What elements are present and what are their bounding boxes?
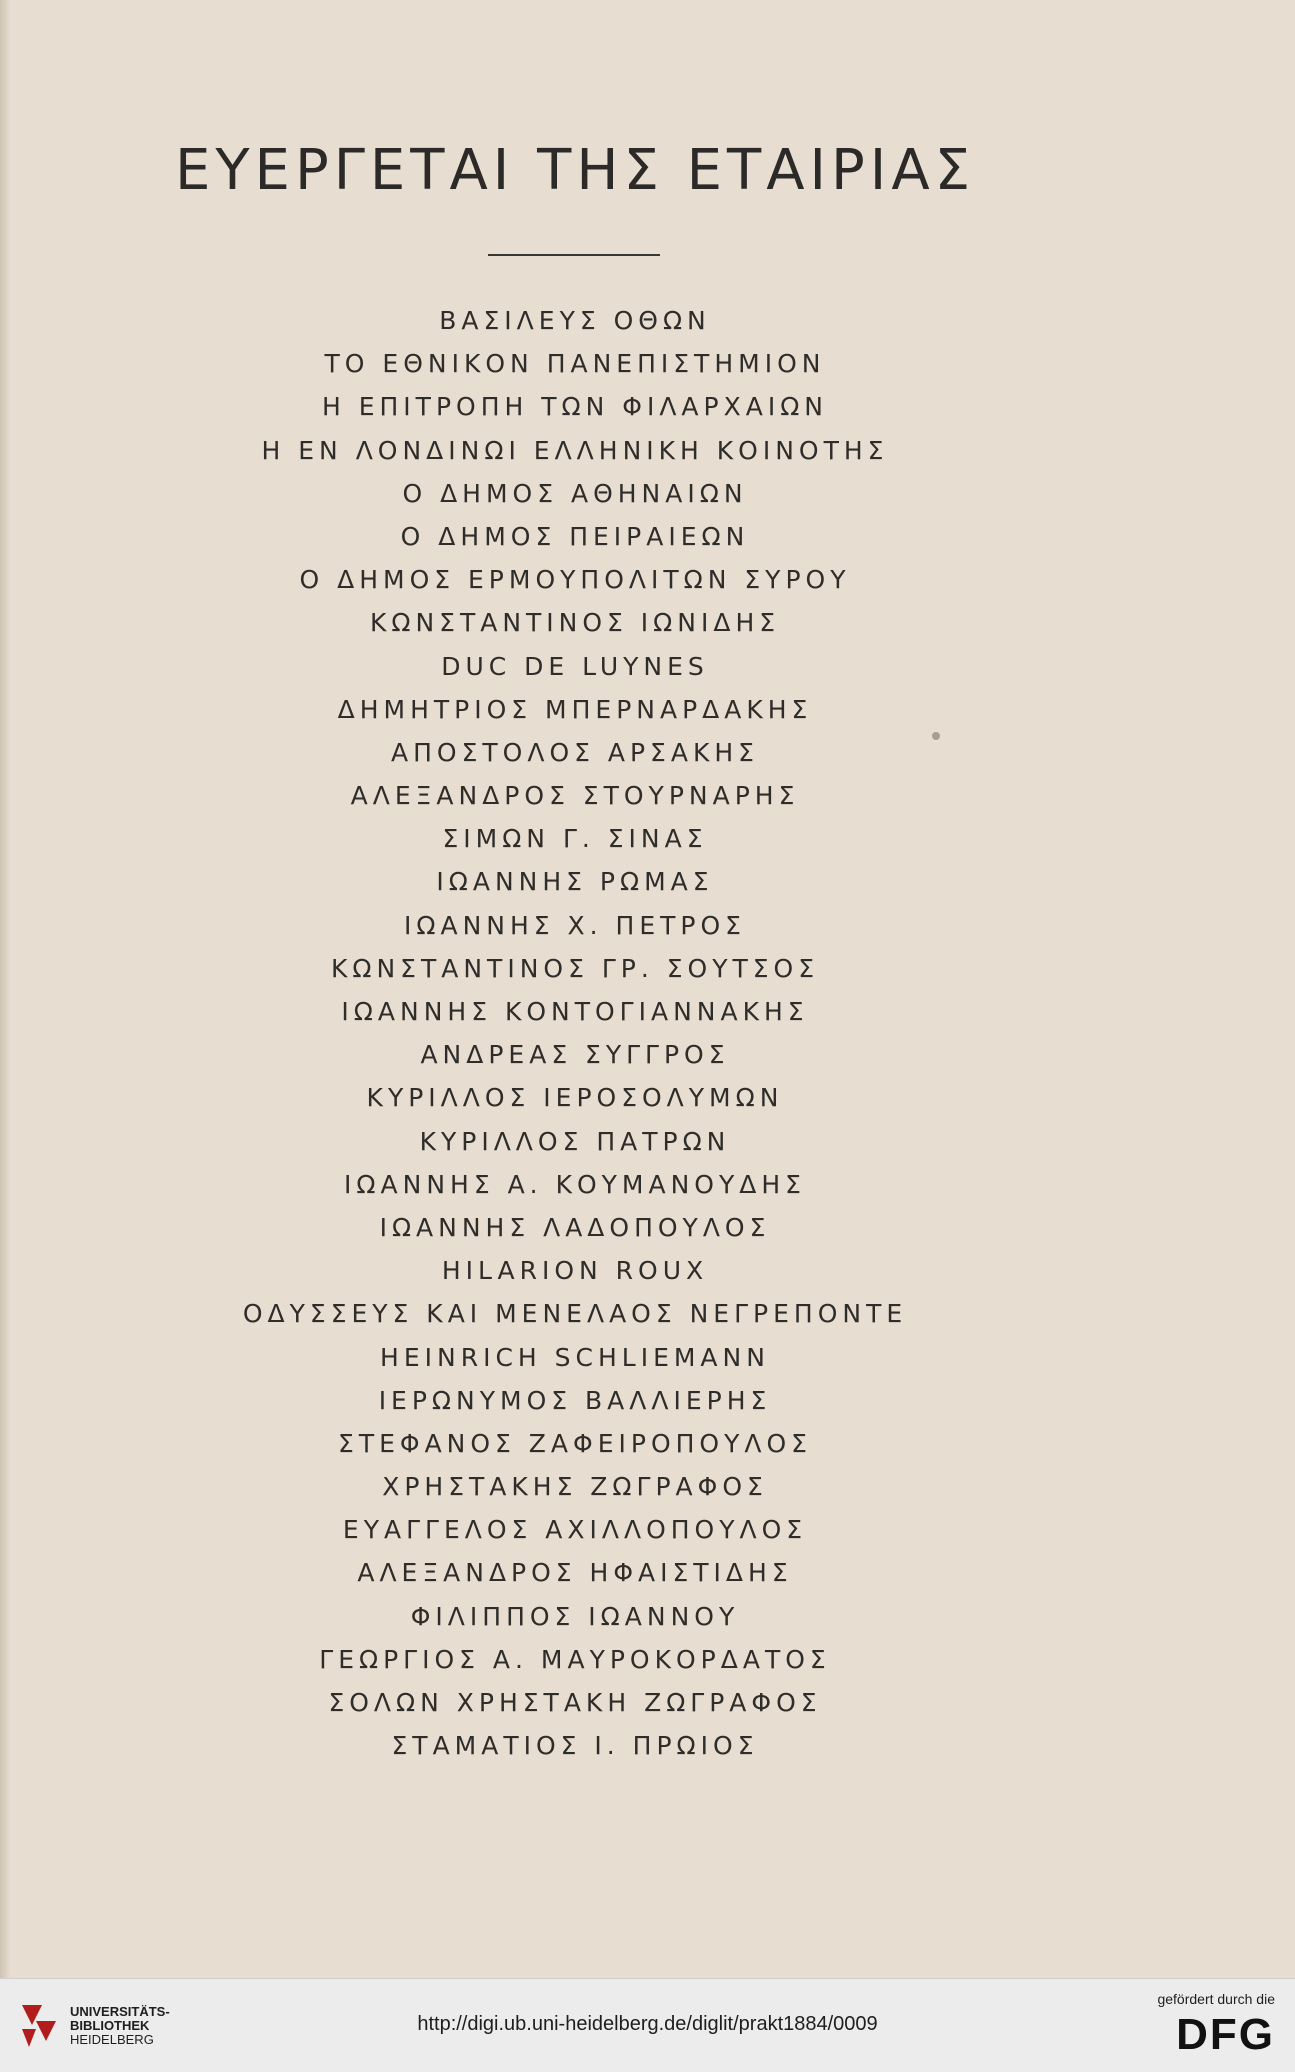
title-divider <box>488 254 660 256</box>
viewer-footer <box>0 1978 1295 2072</box>
benefactor-name: DUC DE LUYNES <box>441 651 709 681</box>
benefactor-name: ΧΡΗΣΤΑΚΗΣ ΖΩΓΡΑΦΟΣ <box>382 1472 768 1502</box>
benefactor-name: HILARION ROUX <box>441 1256 709 1286</box>
benefactor-name: ΣΙΜΩΝ Γ. ΣΙΝΑΣ <box>442 824 708 854</box>
benefactor-name: ΟΔΥΣΣΕΥΣ ΚΑΙ ΜΕΝΕΛΑΟΣ ΝΕΓΡΕΠΟΝΤΕ <box>242 1299 908 1329</box>
benefactor-name: ΑΛΕΞΑΝΔΡΟΣ ΣΤΟΥΡΝΑΡΗΣ <box>350 781 800 811</box>
benefactor-name: ΚΩΝΣΤΑΝΤΙΝΟΣ ΙΩΝΙΔΗΣ <box>369 608 781 638</box>
dfg-logo: DFG <box>1176 2010 1275 2059</box>
page-title: ΕΥΕΡΓΕΤΑΙ ΤΗΣ ΕΤΑΙΡΙΑΣ <box>174 138 976 203</box>
library-name-line-3: HEIDELBERG <box>70 2032 154 2047</box>
library-name-line-2: BIBLIOTHEK <box>70 2018 150 2033</box>
benefactor-name: ΔΗΜΗΤΡΙΟΣ ΜΠΕΡΝΑΡΔΑΚΗΣ <box>337 694 813 724</box>
library-name-line-1: UNIVERSITÄTS- <box>70 2004 170 2019</box>
permalink-url[interactable]: http://digi.ub.uni-heidelberg.de/diglit/prakt1884/0009 <box>417 2013 878 2035</box>
benefactor-name: ΒΑΣΙΛΕΥΣ ΟΘΩΝ <box>439 306 711 335</box>
paper-speck <box>932 732 940 740</box>
funded-by-label: gefördert durch die <box>1157 1991 1275 2007</box>
benefactor-name: ΕΥΑΓΓΕΛΟΣ ΑΧΙΛΛΟΠΟΥΛΟΣ <box>342 1515 808 1545</box>
benefactor-name: Η ΕΠΙΤΡΟΠΗ ΤΩΝ ΦΙΛΑΡΧΑΙΩΝ <box>321 392 829 422</box>
benefactor-name: Ο ΔΗΜΟΣ ΠΕΙΡΑΙΕΩΝ <box>400 521 750 551</box>
benefactor-name: Ο ΔΗΜΟΣ ΑΘΗΝΑΙΩΝ <box>402 478 748 508</box>
benefactor-name: ΣΟΛΩΝ ΧΡΗΣΤΑΚΗ ΖΩΓΡΑΦΟΣ <box>328 1688 822 1717</box>
benefactor-name: Ο ΔΗΜΟΣ ΕΡΜΟΥΠΟΛΙΤΩΝ ΣΥΡΟΥ <box>299 565 851 595</box>
benefactor-name: ΚΩΝΣΤΑΝΤΙΝΟΣ ΓΡ. ΣΟΥΤΣΟΣ <box>330 953 820 983</box>
benefactor-name: ΙΩΑΝΝΗΣ Α. ΚΟΥΜΑΝΟΥΔΗΣ <box>344 1169 806 1199</box>
benefactor-name: ΙΩΑΝΝΗΣ Χ. ΠΕΤΡΟΣ <box>404 910 746 940</box>
benefactor-name: ΚΥΡΙΛΛΟΣ ΠΑΤΡΩΝ <box>419 1126 731 1156</box>
benefactor-name: ΣΤΕΦΑΝΟΣ ΖΑΦΕΙΡΟΠΟΥΛΟΣ <box>338 1428 812 1458</box>
benefactor-name: ΑΝΔΡΕΑΣ ΣΥΓΓΡΟΣ <box>420 1040 730 1070</box>
benefactor-name: ΙΩΑΝΝΗΣ ΚΟΝΤΟΓΙΑΝΝΑΚΗΣ <box>341 997 809 1026</box>
benefactor-name: ΙΩΑΝΝΗΣ ΡΩΜΑΣ <box>436 867 714 897</box>
benefactor-name: HEINRICH SCHLIEMANN <box>380 1342 770 1372</box>
benefactor-name: Η ΕΝ ΛΟΝΔΙΝΩΙ ΕΛΛΗΝΙΚΗ ΚΟΙΝΟΤΗΣ <box>261 435 889 465</box>
benefactor-name: ΑΛΕΞΑΝΔΡΟΣ ΗΦΑΙΣΤΙΔΗΣ <box>357 1558 793 1588</box>
benefactor-name: ΣΤΑΜΑΤΙΟΣ Ι. ΠΡΩΙΟΣ <box>391 1731 759 1761</box>
benefactor-name: ΑΠΟΣΤΟΛΟΣ ΑΡΣΑΚΗΣ <box>391 737 759 767</box>
benefactor-name: ΦΙΛΙΠΠΟΣ ΙΩΑΝΝΟΥ <box>410 1601 740 1631</box>
benefactor-name: ΙΩΑΝΝΗΣ ΛΑΔΟΠΟΥΛΟΣ <box>379 1212 771 1242</box>
benefactor-name: ΤΟ ΕΘΝΙΚΟΝ ΠΑΝΕΠΙΣΤΗΜΙΟΝ <box>324 349 826 379</box>
benefactors-list <box>0 299 1150 1767</box>
benefactor-name: ΙΕΡΩΝΥΜΟΣ ΒΑΛΛΙΕΡΗΣ <box>378 1385 772 1415</box>
benefactor-name: ΓΕΩΡΓΙΟΣ Α. ΜΑΥΡΟΚΟΡΔΑΤΟΣ <box>319 1644 831 1674</box>
benefactor-name: ΚΥΡΙΛΛΟΣ ΙΕΡΟΣΟΛΥΜΩΝ <box>366 1083 784 1113</box>
